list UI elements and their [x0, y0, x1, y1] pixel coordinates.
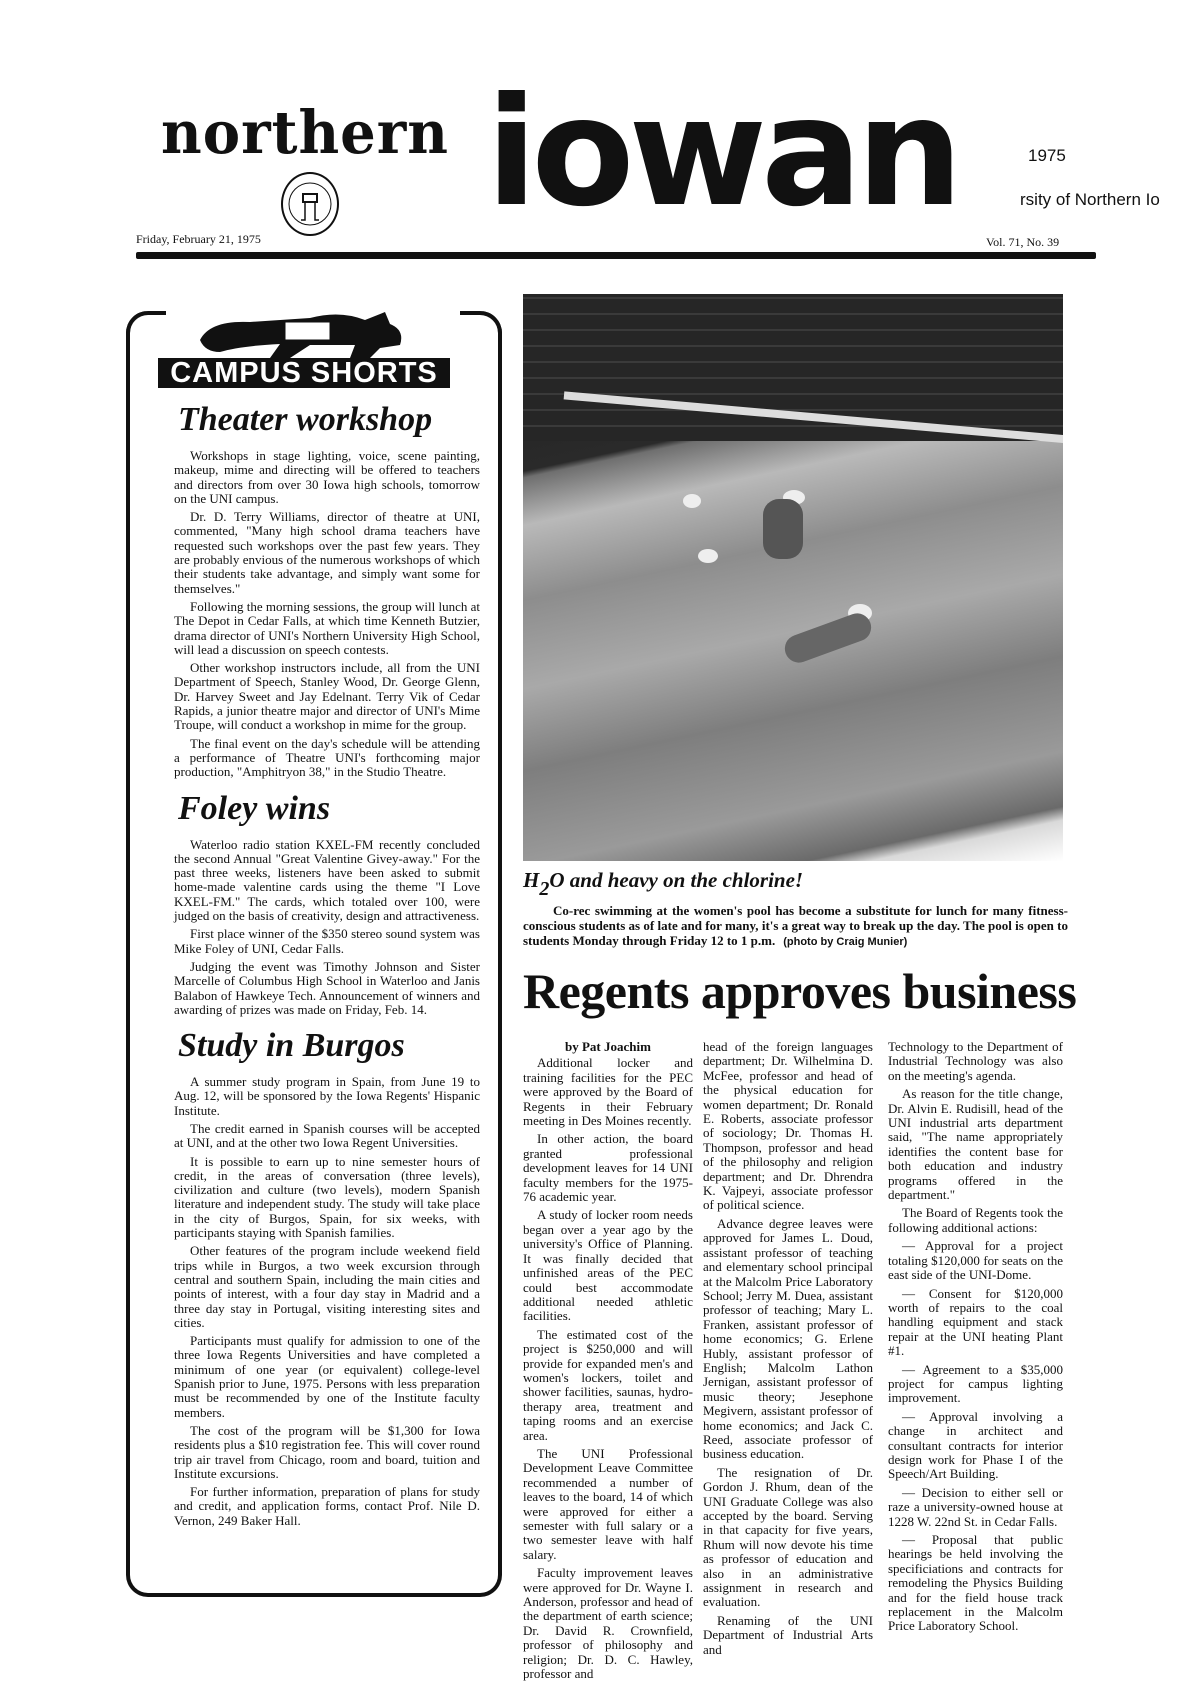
campus-shorts-column: [174, 401, 480, 1532]
corner-year: 1975: [1028, 146, 1066, 165]
headline: Regents approves business: [523, 963, 1077, 1019]
byline: by Pat Joachim: [565, 1039, 651, 1054]
university-seal-icon: [281, 172, 339, 236]
paragraph: Advance degree leaves were approved for James L. Doud, assistant professor of teaching and elementary school principal at the Malcolm Price Laboratory School; Jerry M. Duea, assistant professor of teaching; Mary L. Franken, assistant professor of home economics; G. Erlene Hubly, assistant professor of English; Malcolm Lathon Jernigan, assistant professor of music theory; Jesephone Megivern, assistant professor of home economics; and Jack C. Reed, associate professor of business education.: [703, 1215, 873, 1462]
nameplate-iowan: iowan: [486, 66, 958, 240]
swimmer-body: [781, 609, 875, 666]
paragraph: head of the foreign languages department; Dr. Wilhelmina D. McFee, professor and head of the physical education for women department; Dr. Ronald E. Roberts, associate professor of sociology; Dr. Thomas H. Thompson, professor and head of the philosophy and religion department; and Dr. Dhrendra K. Vajpeyi, associate professor of political science.: [703, 1039, 873, 1213]
masthead-rule: [136, 252, 1096, 259]
caption-text: Co-rec swimming at the women's pool has become a substitute for lunch for many fitness-conscious students as of late and for many, it's a great way to break up the day. The pool is open to students Monday through Friday 12 to 1 p.m.: [523, 903, 1068, 948]
swimmer: [683, 494, 701, 508]
paragraph: — Agreement to a $35,000 project for campus lighting improvement.: [888, 1361, 1063, 1406]
paragraph: The resignation of Dr. Gordon J. Rhum, dean of the UNI Graduate College was also accepted by the board. Serving in that capacity for five years, Rhum will now devote his time as professor of education and also in an administrative assignment in research and evaluation.: [703, 1464, 873, 1610]
paragraph: Technology to the Department of Industrial Technology was also on the meeting's agenda.: [888, 1039, 1063, 1083]
paragraph: Faculty improvement leaves were approved for Dr. Wayne I. Anderson, professor and head of the department of earth science; Dr. David R. Crownfield, professor of philosophy and religion; Dr. D. C. Hawley, professor and: [523, 1565, 693, 1682]
story-title: Foley wins: [178, 789, 331, 827]
caption-rest: O and heavy on the chlorine!: [549, 868, 804, 892]
paragraph: — Approval for a project totaling $120,000 for seats on the east side of the UNI-Dome.: [888, 1238, 1063, 1283]
campus-shorts-banner: CAMPUS SHORTS: [158, 358, 450, 388]
paragraph: The final event on the day's schedule will be attending a performance of Theatre UNI's forthcoming major production, "Amphitryon 38," in the Studio Theatre.: [174, 735, 480, 780]
issue-date: Friday, February 21, 1975: [136, 232, 261, 246]
paragraph: For further information, preparation of plans for study and credit, and application forms, contact Prof. Nile D. Vernon, 249 Baker Hall.: [174, 1484, 480, 1528]
paragraph: — Consent for $120,000 worth of repairs to the coal handling equipment and stack repair at the UNI heating Plant #1.: [888, 1285, 1063, 1359]
corner-fragment: rsity of Northern Io: [1020, 190, 1160, 209]
photo-caption-head: [523, 868, 803, 901]
paragraph: Following the morning sessions, the group will lunch at The Depot in Cedar Falls, at which time Kenneth Butzier, drama director of UNI's Northern University High School, will lead a discussion on speech contests.: [174, 598, 480, 657]
paragraph: The estimated cost of the project is $250,000 and will provide for expanded men's and women's lockers, toilet and shower facilities, saunas, hydro-therapy area, treatment and taping rooms and an exercise area.: [523, 1326, 693, 1443]
paragraph: In other action, the board granted professional development leaves for 14 UNI faculty members for the 1975-76 academic year.: [523, 1131, 693, 1205]
paragraph: It is possible to earn up to nine semester hours of credit, in the areas of conversation (three levels), civilization and culture (two levels), modern Spanish literature and independent study. The study will take place in the city of Burgos, Spain, for six weeks, with participants staying with Spanish families.: [174, 1153, 480, 1241]
caption-h: H: [523, 868, 540, 892]
article-column-2: [703, 1040, 873, 1661]
paragraph: Additional locker and training facilities for the PEC were approved by the Board of Regents in their February meeting in Des Moines recently.: [523, 1055, 693, 1129]
photo-caption: [523, 903, 1068, 950]
volume-number: Vol. 71, No. 39: [986, 235, 1060, 249]
caption-sub: 2: [539, 878, 550, 900]
panther-icon: [190, 300, 420, 360]
paragraph: — Decision to either sell or raze a university-owned house at 1228 W. 22nd St. in Cedar Falls.: [888, 1484, 1063, 1529]
photo-credit: (photo by Craig Munier): [783, 936, 908, 948]
paragraph: Waterloo radio station KXEL-FM recently concluded the second Annual "Great Valentine Givey-away." For the past three weeks, listeners have been asked to submit home-made valentine cards using the theme "I Love KXEL-FM." The cards, which totaled over 100, were judged on the basis of creativity, design and attractiveness.: [174, 836, 480, 924]
box-corner: [126, 311, 166, 333]
paragraph: First place winner of the $350 stereo sound system was Mike Foley of UNI, Cedar Falls.: [174, 926, 480, 956]
paragraph: As reason for the title change, Dr. Alvin E. Rudisill, head of the UNI industrial arts department said, "The name appropriately identifies the content base for both education and industry programs offered in the department.": [888, 1086, 1063, 1203]
paragraph: The UNI Professional Development Leave Committee recommended a number of leaves to the board, 14 of which were approved for either a semester with full salary or a two semester leave with half salary.: [523, 1445, 693, 1562]
paragraph: Dr. D. Terry Williams, director of theatre at UNI, commented, "Many high school drama teachers have requested such workshops over the past few years. They are probably envious of the numerous workshops of which their students take advantage, and simply want some for themselves.": [174, 509, 480, 596]
swimmer-body: [763, 499, 803, 559]
paragraph: Other workshop instructors include, all from the UNI Department of Speech, Stanley Wood, Dr. George Glenn, Dr. Harvey Sweet and Jay Edelnant. Terry Vik of Cedar Rapids, a junior theatre major and director of UNI's Mime Troupe, will conduct a workshop in mime for the group.: [174, 660, 480, 733]
paragraph: — Approval involving a change in architect and consultant contracts for interior design work for Phase I of the Speech/Art Building.: [888, 1408, 1063, 1482]
paragraph: Workshops in stage lighting, voice, scene painting, makeup, mime and directing will be offered to teachers and directors from over 30 Iowa high schools, tomorrow on the UNI campus.: [174, 448, 480, 506]
story-title: Theater workshop: [178, 401, 433, 438]
paragraph: Judging the event was Timothy Johnson and Sister Marcelle of Columbus High School in Waterloo and Janis Balabon of Hawkeye Tech. Announcement of winners and awarding of prizes was made on Friday, Feb. 14.: [174, 958, 480, 1017]
swimmer: [698, 549, 718, 563]
nameplate-northern: northern: [161, 98, 449, 168]
paragraph: A summer study program in Spain, from June 19 to Aug. 12, will be sponsored by the Iowa Regents' Hispanic Institute.: [174, 1074, 480, 1118]
paragraph: — Proposal that public hearings be held involving the specificiations and contracts for remodeling the Physics Building and for the field house track replacement in the Malcolm Price Laboratory School.: [888, 1532, 1063, 1634]
paragraph: The cost of the program will be $1,300 for Iowa residents plus a $10 registration fee. This will cover round trip air travel from Chicago, room and board, tuition and Institute excursions.: [174, 1422, 480, 1481]
paragraph: A study of locker room needs began over a year ago by the university's Office of Planning. It was finally decided that unfinished areas of the PEC could best accommodate additional needed athletic facilities.: [523, 1207, 693, 1324]
box-corner: [460, 311, 502, 333]
paragraph: Renaming of the UNI Department of Industrial Arts and: [703, 1612, 873, 1657]
paragraph: The Board of Regents took the following additional actions:: [888, 1205, 1063, 1235]
paragraph: Other features of the program include weekend field trips while in Burgos, a two week excursion through central and southern Spain, including the main cities and points of interest, with a four day stay in Madrid and a three day stay in Portugal, visiting interesting sites and cities.: [174, 1243, 480, 1330]
paragraph: Participants must qualify for admission to one of the three Iowa Regents Universities and have completed a minimum of one year (or equivalent) college-level Spanish prior to June, 1975. Persons with less preparation must be recommended by one of the Institute faculty members.: [174, 1333, 480, 1420]
article-column-1: [523, 1040, 693, 1685]
pool-photo: [523, 294, 1063, 861]
paragraph: The credit earned in Spanish courses will be accepted at UNI, and at the other two Iowa Regent Universities.: [174, 1120, 480, 1151]
story-title: Study in Burgos: [178, 1027, 405, 1065]
article-column-3: [888, 1040, 1063, 1638]
